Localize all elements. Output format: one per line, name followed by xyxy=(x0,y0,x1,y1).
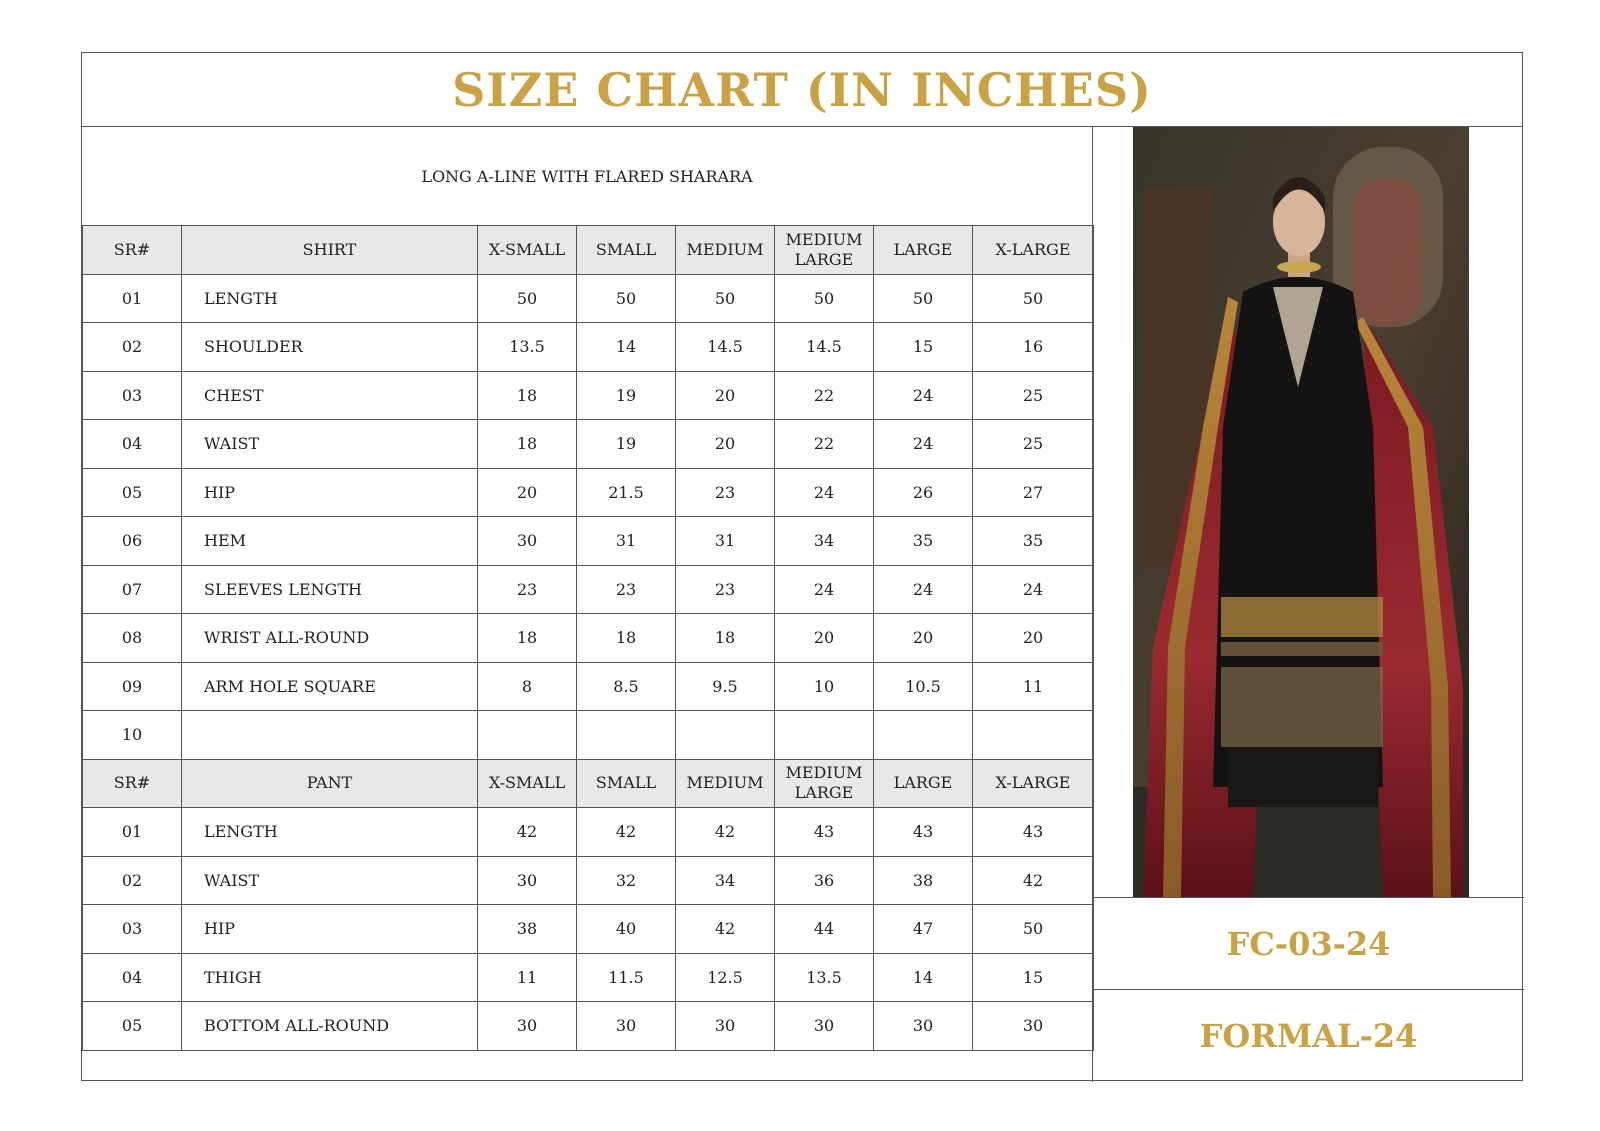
product-panel xyxy=(1092,127,1524,1082)
measurement-value: 42 xyxy=(973,856,1094,905)
size-header: MEDIUM LARGE xyxy=(775,759,874,808)
row-number: 05 xyxy=(83,1002,182,1051)
row-number: 02 xyxy=(83,323,182,372)
measurement-value: 12.5 xyxy=(676,953,775,1002)
measurement-value: 30 xyxy=(676,1002,775,1051)
measurement-name: WAIST xyxy=(182,856,478,905)
row-number: 06 xyxy=(83,517,182,566)
measurement-name: LENGTH xyxy=(182,274,478,323)
shirt-header-label: SHIRT xyxy=(182,226,478,275)
style-subtitle: LONG A-LINE WITH FLARED SHARARA xyxy=(421,166,753,186)
size-header: SMALL xyxy=(577,226,676,275)
measurement-value: 8 xyxy=(478,662,577,711)
measurement-name: HIP xyxy=(182,905,478,954)
measurement-value: 43 xyxy=(874,808,973,857)
measurement-value: 18 xyxy=(478,371,577,420)
size-header: X-SMALL xyxy=(478,226,577,275)
measurement-value: 40 xyxy=(577,905,676,954)
measurement-value: 42 xyxy=(676,808,775,857)
measurement-name: THIGH xyxy=(182,953,478,1002)
measurement-value: 21.5 xyxy=(577,468,676,517)
shirt-section xyxy=(83,226,1094,760)
table-row xyxy=(83,468,1094,517)
measurement-name: SHOULDER xyxy=(182,323,478,372)
measurement-name: WRIST ALL-ROUND xyxy=(182,614,478,663)
size-table xyxy=(82,225,1094,1051)
measurement-value: 26 xyxy=(874,468,973,517)
measurement-value: 50 xyxy=(577,274,676,323)
measurement-value: 15 xyxy=(973,953,1094,1002)
size-header: X-SMALL xyxy=(478,759,577,808)
table-row xyxy=(83,1002,1094,1051)
measurement-value xyxy=(874,711,973,760)
row-number: 08 xyxy=(83,614,182,663)
measurement-value: 18 xyxy=(478,420,577,469)
row-number: 03 xyxy=(83,905,182,954)
size-header: SMALL xyxy=(577,759,676,808)
measurement-value: 32 xyxy=(577,856,676,905)
measurement-value: 20 xyxy=(973,614,1094,663)
measurement-value: 30 xyxy=(973,1002,1094,1051)
row-number: 03 xyxy=(83,371,182,420)
measurement-value: 20 xyxy=(775,614,874,663)
measurement-value: 30 xyxy=(874,1002,973,1051)
table-row xyxy=(83,711,1094,760)
measurement-value: 42 xyxy=(676,905,775,954)
measurement-value xyxy=(676,711,775,760)
row-number: 02 xyxy=(83,856,182,905)
measurement-value: 30 xyxy=(478,856,577,905)
measurement-value: 11 xyxy=(973,662,1094,711)
measurement-name xyxy=(182,711,478,760)
row-number: 10 xyxy=(83,711,182,760)
measurement-value: 19 xyxy=(577,420,676,469)
measurement-value: 15 xyxy=(874,323,973,372)
measurement-value: 23 xyxy=(577,565,676,614)
measurement-value: 24 xyxy=(874,420,973,469)
shirt-header-row xyxy=(83,226,1094,275)
model-photo xyxy=(1133,127,1469,897)
measurement-value: 42 xyxy=(577,808,676,857)
measurement-name: HIP xyxy=(182,468,478,517)
measurement-value: 34 xyxy=(775,517,874,566)
measurement-value: 13.5 xyxy=(478,323,577,372)
size-header: LARGE xyxy=(874,226,973,275)
measurement-value: 31 xyxy=(577,517,676,566)
measurement-name: SLEEVES LENGTH xyxy=(182,565,478,614)
row-number: 01 xyxy=(83,274,182,323)
measurement-value: 23 xyxy=(676,468,775,517)
table-row xyxy=(83,420,1094,469)
table-row xyxy=(83,517,1094,566)
measurement-value: 23 xyxy=(676,565,775,614)
measurement-name: LENGTH xyxy=(182,808,478,857)
measurement-name: WAIST xyxy=(182,420,478,469)
measurement-value: 50 xyxy=(676,274,775,323)
measurement-value: 20 xyxy=(874,614,973,663)
measurement-value: 14 xyxy=(874,953,973,1002)
size-header: MEDIUM xyxy=(676,226,775,275)
measurement-value: 20 xyxy=(676,420,775,469)
measurement-value: 50 xyxy=(478,274,577,323)
measurement-value: 23 xyxy=(478,565,577,614)
measurement-name: BOTTOM ALL-ROUND xyxy=(182,1002,478,1051)
measurement-value: 14 xyxy=(577,323,676,372)
measurement-value: 24 xyxy=(874,565,973,614)
measurement-value: 44 xyxy=(775,905,874,954)
measurement-value: 24 xyxy=(775,468,874,517)
measurement-value: 27 xyxy=(973,468,1094,517)
measurement-value: 25 xyxy=(973,371,1094,420)
sr-header: SR# xyxy=(83,226,182,275)
table-row xyxy=(83,905,1094,954)
size-header: MEDIUM xyxy=(676,759,775,808)
measurement-value: 18 xyxy=(577,614,676,663)
pant-header-row xyxy=(83,759,1094,808)
table-row xyxy=(83,565,1094,614)
measurement-name: CHEST xyxy=(182,371,478,420)
page-title: SIZE CHART (IN INCHES) xyxy=(82,53,1522,127)
table-row xyxy=(83,953,1094,1002)
measurement-value: 18 xyxy=(676,614,775,663)
measurement-value: 22 xyxy=(775,420,874,469)
measurement-value: 38 xyxy=(874,856,973,905)
measurement-value xyxy=(973,711,1094,760)
collection-name: FORMAL-24 xyxy=(1093,989,1524,1081)
measurement-value: 30 xyxy=(775,1002,874,1051)
size-header: MEDIUM LARGE xyxy=(775,226,874,275)
measurement-value: 13.5 xyxy=(775,953,874,1002)
measurement-value xyxy=(775,711,874,760)
measurement-value: 20 xyxy=(478,468,577,517)
measurement-value: 36 xyxy=(775,856,874,905)
measurement-value: 9.5 xyxy=(676,662,775,711)
table-row xyxy=(83,323,1094,372)
measurement-value: 30 xyxy=(478,1002,577,1051)
table-row xyxy=(83,274,1094,323)
measurement-value: 18 xyxy=(478,614,577,663)
measurement-value: 10 xyxy=(775,662,874,711)
measurement-value xyxy=(577,711,676,760)
measurement-value: 50 xyxy=(973,274,1094,323)
measurement-value: 11 xyxy=(478,953,577,1002)
measurement-value: 8.5 xyxy=(577,662,676,711)
pant-section xyxy=(83,759,1094,1050)
measurement-value: 14.5 xyxy=(676,323,775,372)
size-header: X-LARGE xyxy=(973,226,1094,275)
measurement-name: ARM HOLE SQUARE xyxy=(182,662,478,711)
sr-header: SR# xyxy=(83,759,182,808)
size-header: X-LARGE xyxy=(973,759,1094,808)
measurement-value: 38 xyxy=(478,905,577,954)
product-code: FC-03-24 xyxy=(1093,897,1524,989)
measurement-value: 43 xyxy=(775,808,874,857)
row-number: 04 xyxy=(83,953,182,1002)
table-row xyxy=(83,662,1094,711)
measurement-value: 24 xyxy=(775,565,874,614)
measurement-name: HEM xyxy=(182,517,478,566)
table-row xyxy=(83,808,1094,857)
measurement-value: 24 xyxy=(874,371,973,420)
measurement-value: 34 xyxy=(676,856,775,905)
measurement-value: 20 xyxy=(676,371,775,420)
measurement-value: 47 xyxy=(874,905,973,954)
pant-header-label: PANT xyxy=(182,759,478,808)
row-number: 09 xyxy=(83,662,182,711)
measurement-value: 30 xyxy=(577,1002,676,1051)
measurement-value: 42 xyxy=(478,808,577,857)
measurement-value: 24 xyxy=(973,565,1094,614)
measurement-value xyxy=(478,711,577,760)
measurement-value: 30 xyxy=(478,517,577,566)
measurement-value: 16 xyxy=(973,323,1094,372)
measurement-value: 50 xyxy=(775,274,874,323)
size-header: LARGE xyxy=(874,759,973,808)
measurement-value: 22 xyxy=(775,371,874,420)
table-row xyxy=(83,614,1094,663)
measurement-value: 43 xyxy=(973,808,1094,857)
measurement-value: 35 xyxy=(973,517,1094,566)
measurement-value: 50 xyxy=(874,274,973,323)
measurement-value: 50 xyxy=(973,905,1094,954)
measurement-value: 25 xyxy=(973,420,1094,469)
row-number: 01 xyxy=(83,808,182,857)
measurement-value: 11.5 xyxy=(577,953,676,1002)
size-chart-frame xyxy=(81,52,1523,1081)
table-row xyxy=(83,856,1094,905)
measurement-value: 10.5 xyxy=(874,662,973,711)
row-number: 07 xyxy=(83,565,182,614)
row-number: 05 xyxy=(83,468,182,517)
table-row xyxy=(83,371,1094,420)
row-number: 04 xyxy=(83,420,182,469)
measurement-value: 14.5 xyxy=(775,323,874,372)
measurement-value: 35 xyxy=(874,517,973,566)
measurement-value: 19 xyxy=(577,371,676,420)
measurement-value: 31 xyxy=(676,517,775,566)
